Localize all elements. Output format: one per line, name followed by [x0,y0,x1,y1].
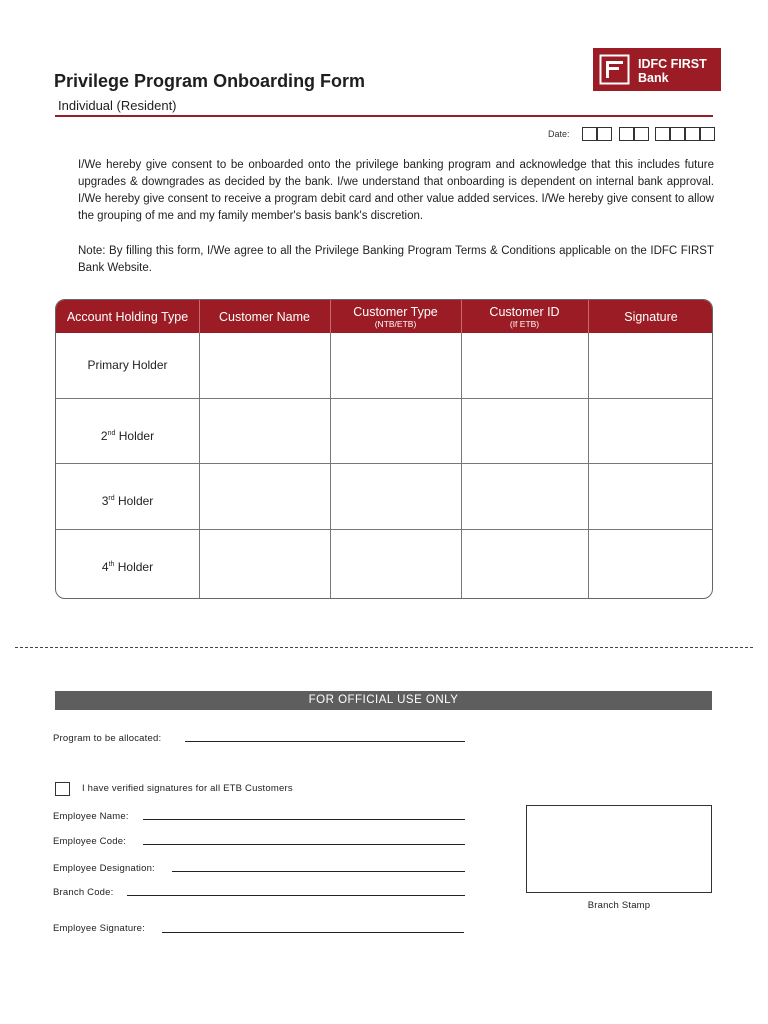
cut-line-divider [15,647,753,648]
row-label-text: Holder [114,560,154,574]
date-label: Date: [548,129,570,139]
column-header-label: Customer ID [489,304,560,319]
column-divider [588,333,589,599]
row-divider [56,398,712,399]
date-year-digit-3[interactable] [685,127,700,141]
header-divider [199,300,200,333]
column-divider [199,333,200,599]
official-use-heading: FOR OFFICIAL USE ONLY [55,691,712,710]
column-divider [461,333,462,599]
column-header-label: Customer Type [353,304,438,319]
column-header-customer-name [199,300,330,333]
employee-signature-field[interactable] [162,932,464,933]
column-header-label: Account Holding Type [66,309,189,324]
branch-stamp-label: Branch Stamp [587,900,651,911]
header-divider [55,115,713,117]
column-header-sublabel: (NTB/ETB) [374,318,417,329]
branch-code-field[interactable] [127,895,465,896]
column-header-label: Signature [624,309,678,324]
header-divider [330,300,331,333]
employee-code-label: Employee Code: [53,836,127,847]
employee-code-field[interactable] [143,844,465,845]
program-label: Program to be allocated: [53,733,162,744]
row-divider [56,463,712,464]
idfc-first-logo-mark-icon [599,54,630,85]
employee-signature-label: Employee Signature: [53,923,145,934]
row-label-ordinal: nd [107,430,116,437]
row-label-number: 2 [100,429,108,443]
row-label-4th-holder [56,560,199,574]
consent-paragraph: I/We hereby give consent to be onboarded onto the privilege banking program and acknowledge that this includes future upgrades & downgrades as decided by the bank. I/we understand that onboarding is dependent on internal bank approval. I/We hereby give consent to receive a program debit card and other value added services. I/We hereby give consent to allow the grouping of me and my family member's basis bank's discretion. [78,159,714,222]
date-year-digit-1[interactable] [655,127,670,141]
employee-designation-label: Employee Designation: [53,863,155,874]
row-label-text: Primary Holder [87,358,168,372]
date-day-digit-1[interactable] [582,127,597,141]
date-year-digit-4[interactable] [700,127,715,141]
program-field[interactable] [185,741,465,742]
date-month-digit-1[interactable] [619,127,634,141]
verify-signatures-checkbox[interactable] [55,782,70,796]
row-divider [56,529,712,530]
row-label-2nd-holder [56,429,199,443]
row-label-text: Holder [115,429,155,443]
column-header-customer-id [461,300,588,333]
bank-logo [593,48,721,91]
page-subtitle: Individual (Resident) [58,98,177,113]
row-label-ordinal: th [108,561,115,568]
employee-name-label: Employee Name: [53,811,129,822]
row-label-number: 4 [101,560,109,574]
row-label-number: 3 [101,494,109,508]
row-label-ordinal: rd [108,495,115,502]
column-divider [330,333,331,599]
logo-text-line1: IDFC FIRST [638,57,707,71]
terms-note: Note: By filling this form, I/We agree to all the Privilege Banking Program Terms & Conditions applicable on the IDFC FIRST Bank Website. [78,245,714,274]
holders-table [55,299,713,599]
row-label-3rd-holder [56,494,199,508]
branch-stamp-box[interactable] [526,805,712,893]
header-divider [461,300,462,333]
row-label-primary-holder [56,358,199,372]
column-header-customer-type [330,300,461,333]
column-header-signature [588,300,713,333]
row-label-text: Holder [114,494,154,508]
header-divider [588,300,589,333]
employee-designation-field[interactable] [172,871,465,872]
employee-name-field[interactable] [143,819,465,820]
date-day-digit-2[interactable] [597,127,612,141]
column-header-sublabel: (If ETB) [509,318,540,329]
column-header-account-holding-type [56,300,199,333]
page-title: Privilege Program Onboarding Form [54,71,366,91]
date-year-digit-2[interactable] [670,127,685,141]
verify-signatures-label: I have verified signatures for all ETB Customers [82,783,293,794]
date-month-digit-2[interactable] [634,127,649,141]
branch-code-label: Branch Code: [53,887,114,898]
logo-text-line2: Bank [638,71,669,85]
column-header-label: Customer Name [219,309,310,324]
